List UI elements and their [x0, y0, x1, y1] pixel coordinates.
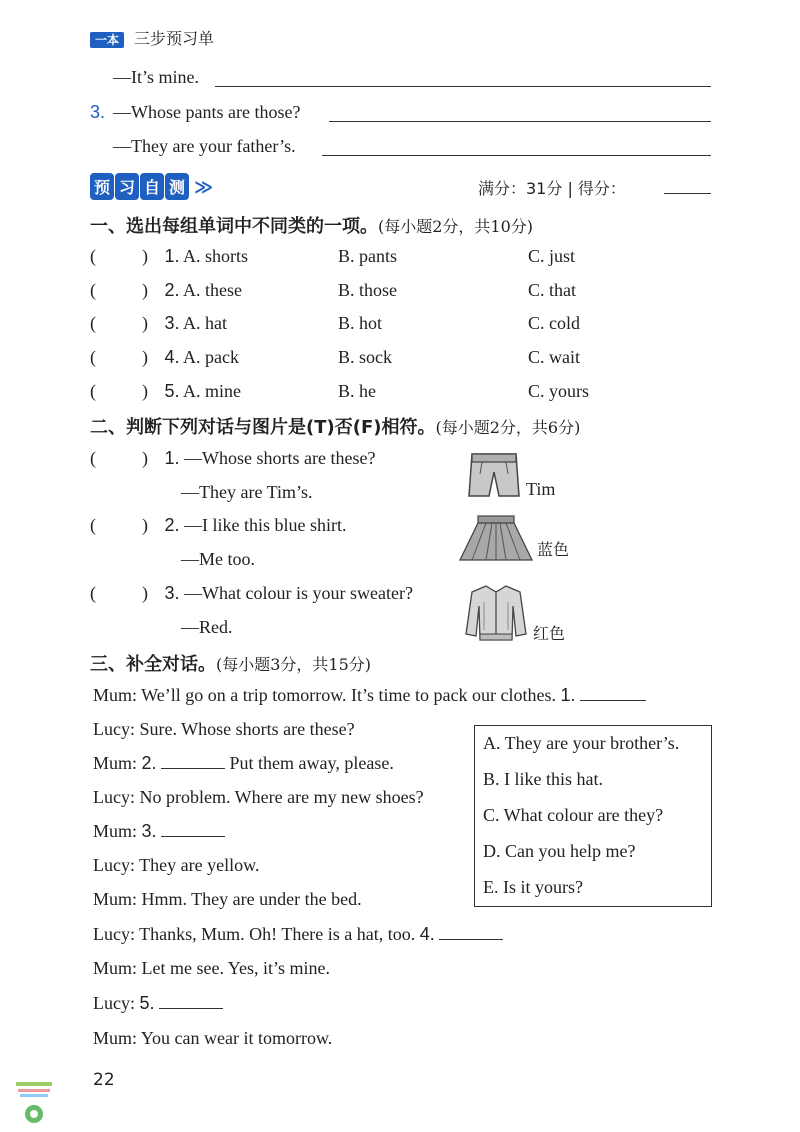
answer-blank[interactable] — [580, 700, 646, 701]
option-item: B. I like this hat. — [483, 769, 603, 789]
answer-line[interactable] — [215, 86, 711, 87]
top-line1: —It’s mine. — [113, 67, 199, 87]
selftest-banner — [90, 173, 213, 200]
header — [90, 26, 214, 49]
part2-title — [90, 413, 580, 439]
dialogue-line: Lucy: 5. — [93, 993, 223, 1014]
option-a: A. mine — [183, 381, 242, 401]
part1-title-text: 一、选出每组单词中不同类的一项。 — [90, 216, 378, 237]
page-number: 22 — [93, 1070, 115, 1090]
answer-bracket[interactable]: ( — [90, 448, 96, 468]
dialogue-question: —Whose shorts are these? — [184, 448, 376, 468]
part1-note: (每小题2分，共10分) — [378, 217, 534, 236]
answer-bracket[interactable]: ( — [90, 347, 96, 367]
answer-blank[interactable] — [439, 939, 503, 940]
dialogue-line: Mum: We’ll go on a trip tomorrow. It’s time to pack our clothes. 1. — [93, 685, 646, 706]
list-item: ( ) 3. —What colour is your sweater? — [90, 583, 413, 603]
option-a: A. shorts — [183, 246, 249, 266]
part1-title — [90, 212, 533, 238]
option-b: B. hot — [338, 313, 383, 333]
header-title: 三步预习单 — [134, 29, 215, 48]
double-arrow-icon: ≫ — [194, 177, 213, 198]
answer-bracket[interactable]: ( — [90, 515, 96, 535]
dialogue-line: Mum: 3. — [93, 821, 225, 842]
part3-title — [90, 650, 371, 676]
option-a: A. these — [183, 280, 243, 300]
selftest-char: 习 — [115, 173, 139, 200]
answer-blank[interactable] — [159, 1008, 223, 1009]
answer-blank[interactable] — [161, 836, 225, 837]
option-item: E. Is it yours? — [483, 877, 583, 897]
list-item: ( ) 4. A. pack B. sock C. wait — [90, 347, 580, 367]
list-item: ( ) 3. A. hat B. hot C. cold — [90, 313, 580, 333]
dialogue-answer: —Me too. — [181, 549, 255, 569]
part3-note: (每小题3分，共15分) — [216, 655, 372, 674]
dialogue-line: Lucy: They are yellow. — [93, 855, 260, 875]
score-label: 满分：31分 | 得分： — [478, 179, 626, 198]
answer-bracket[interactable]: ( — [90, 313, 96, 333]
dialogue-line: Mum: You can wear it tomorrow. — [93, 1028, 333, 1048]
option-item: C. What colour are they? — [483, 805, 664, 825]
dialogue-line: Lucy: Sure. Whose shorts are these? — [93, 719, 355, 739]
list-item: ( ) 2. —I like this blue shirt. — [90, 515, 347, 535]
stamp-logo-icon — [14, 1080, 54, 1128]
dialogue-line: Mum: Let me see. Yes, it’s mine. — [93, 958, 330, 978]
option-c: C. just — [528, 246, 576, 266]
shorts-icon — [466, 450, 522, 502]
list-item: ( ) 1. A. shorts B. pants C. just — [90, 246, 576, 266]
part2-note: (每小题2分，共6分) — [435, 418, 581, 437]
option-b: B. he — [338, 381, 376, 401]
answer-blank[interactable] — [161, 768, 225, 769]
dialogue-answer: —Red. — [181, 617, 233, 637]
dialogue-answer: —They are Tim’s. — [181, 482, 313, 502]
q3-question: —Whose pants are those? — [113, 102, 301, 122]
picture-caption: Tim — [526, 479, 556, 499]
answer-bracket[interactable]: ( — [90, 381, 96, 401]
selftest-char: 预 — [90, 173, 114, 200]
dialogue-line: Lucy: Thanks, Mum. Oh! There is a hat, too. 4. — [93, 924, 503, 945]
score-line[interactable] — [664, 193, 711, 194]
answer-bracket[interactable]: ( — [90, 583, 96, 603]
option-c: C. that — [528, 280, 576, 300]
list-item: ( ) 5. A. mine B. he C. yours — [90, 381, 590, 401]
answer-line[interactable] — [329, 121, 711, 122]
q3-answer: —They are your father’s. — [113, 136, 296, 156]
picture-caption: 红色 — [533, 624, 566, 643]
list-item: ( ) 2. A. these B. those C. that — [90, 280, 576, 300]
selftest-char: 测 — [165, 173, 189, 200]
dialogue-line: Mum: 2. Put them away, please. — [93, 753, 394, 773]
option-b: B. those — [338, 280, 398, 300]
list-item: ( ) 1. —Whose shorts are these? — [90, 448, 376, 468]
option-c: C. yours — [528, 381, 590, 401]
sweater-icon — [464, 582, 528, 642]
options-box — [474, 725, 712, 907]
option-c: C. wait — [528, 347, 580, 367]
skirt-icon — [458, 514, 534, 564]
answer-line[interactable] — [322, 155, 711, 156]
dialogue-question: —I like this blue shirt. — [184, 515, 347, 535]
selftest-char: 自 — [140, 173, 164, 200]
dialogue-line: Lucy: No problem. Where are my new shoes? — [93, 787, 424, 807]
answer-bracket[interactable]: ( — [90, 280, 96, 300]
picture-caption: 蓝色 — [537, 540, 570, 559]
answer-bracket[interactable]: ( — [90, 246, 96, 266]
q3-number: 3. — [90, 102, 106, 122]
part3-title-text: 三、补全对话。 — [90, 654, 216, 675]
option-b: B. pants — [338, 246, 398, 266]
header-badge: 一本 — [90, 32, 124, 48]
part2-title-text: 二、判断下列对话与图片是(T)否(F)相符。 — [90, 417, 436, 438]
option-c: C. cold — [528, 313, 580, 333]
dialogue-line: Mum: Hmm. They are under the bed. — [93, 889, 362, 909]
option-a: A. pack — [183, 347, 240, 367]
option-a: A. hat — [183, 313, 228, 333]
dialogue-question: —What colour is your sweater? — [184, 583, 413, 603]
option-item: D. Can you help me? — [483, 841, 636, 861]
option-b: B. sock — [338, 347, 392, 367]
option-item: A. They are your brother’s. — [483, 733, 680, 753]
